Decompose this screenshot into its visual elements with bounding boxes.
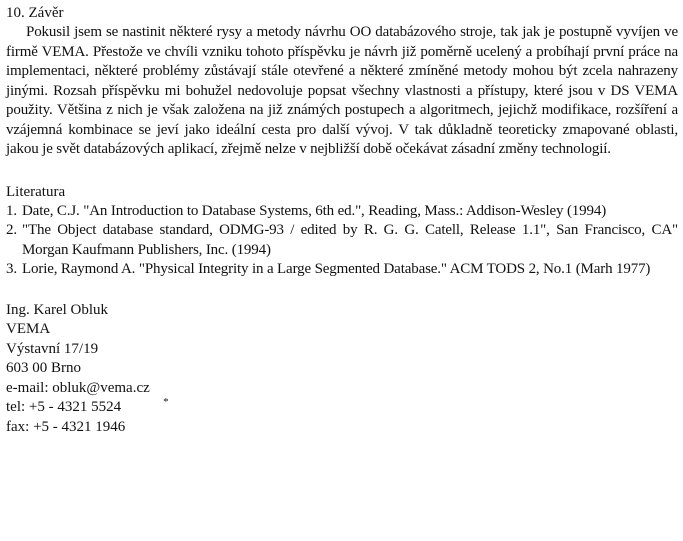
reference-text: Lorie, Raymond A. "Physical Integrity in a Large Segmented Database." ACM TODS 2, No.1 (Marh 1977) — [22, 261, 651, 277]
reference-text: "The Object database standard, ODMG-93 / edited by R. G. G. Catell, Release 1.1", San Francisco, CA" Morgan Kaufmann Publishers, Inc. (1994) — [22, 222, 678, 258]
spacer — [6, 280, 678, 301]
reference-number: 3. — [6, 261, 17, 277]
author-address — [6, 301, 678, 438]
author-tel: tel: +5 - 4321 5524 — [6, 399, 122, 416]
author-fax: fax: +5 - 4321 1946 — [6, 419, 126, 436]
reference-item — [6, 221, 678, 260]
reference-list — [6, 202, 678, 280]
spacer — [6, 160, 678, 182]
conclusion-paragraph: Pokusil jsem se nastinit některé rysy a metody návrhu OO databázového stroje, tak jak je postupně vyvíjen ve firmě VEMA. Přestože ve chvíli vzniku tohoto příspěvku je návrh již poměrně ucelený a probíhají první práce na implementaci, některé problémy zůstávají stále otevřené a některé zmíněné metody mohou být zcela nahrazeny jinými. Rozsah příspěvku mi bohužel nedovoluje popsat všechny vlastnosti a přístupy, které jsou v DS VEMA použity. Většina z nich je však založena na již známých postupech a algoritmech, jejichž modifikace, rozšíření a vzájemná kombinace se jeví jako ideální cesta pro další vývoj. V tak důkladně teoreticky zmapované oblasti, jakou je svět databázových aplikací, zřejmě nelze v nejbližší době očekávat zásadní změny technologií. — [6, 24, 678, 157]
author-name: Ing. Karel Obluk — [6, 301, 109, 318]
reference-text: Date, C.J. "An Introduction to Database Systems, 6th ed.", Reading, Mass.: Addison-Wesley (1994) — [22, 202, 607, 219]
reference-number: 1. — [6, 202, 17, 219]
author-city: 603 00 Brno — [6, 360, 81, 377]
author-company: VEMA — [6, 321, 51, 338]
asterisk-mark: * — [163, 396, 169, 409]
document-page — [6, 3, 678, 438]
reference-number: 2. — [6, 222, 17, 238]
literature-title: Literatura — [6, 183, 66, 200]
reference-item — [6, 260, 678, 280]
author-tel-line — [6, 398, 678, 418]
author-email: e-mail: obluk@vema.cz — [6, 379, 150, 396]
author-street: Výstavní 17/19 — [6, 340, 99, 357]
reference-item — [6, 202, 678, 222]
section-heading: 10. Závěr — [6, 5, 64, 21]
